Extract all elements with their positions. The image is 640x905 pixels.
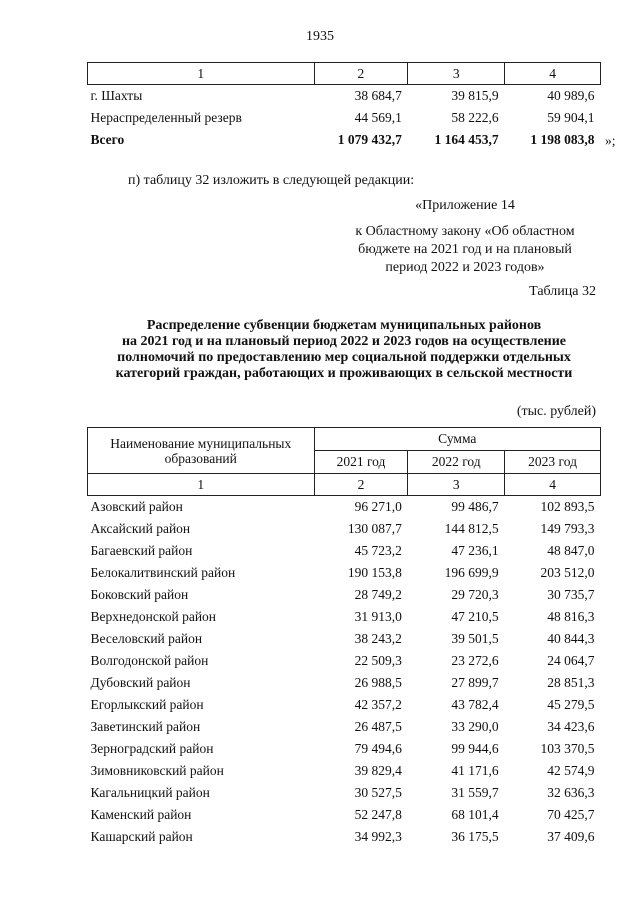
table-row	[88, 540, 601, 562]
value-2023: 28 851,3	[547, 675, 595, 690]
row-name: Боковский район	[90, 587, 189, 602]
total-2023: 1 198 083,8	[530, 132, 595, 147]
value-2023: 40 989,6	[547, 88, 595, 103]
year-2022-header: 2022 год	[408, 451, 505, 474]
total-row	[88, 129, 601, 151]
column-numbers-row	[88, 474, 601, 496]
value-2023: 40 844,3	[547, 631, 595, 646]
table-row	[88, 650, 601, 672]
value-2023: 48 816,3	[547, 609, 595, 624]
table-row	[88, 804, 601, 826]
year-2021-header: 2021 год	[314, 451, 408, 474]
row-name: Волгодонской район	[90, 653, 209, 668]
value-2022: 68 101,4	[451, 807, 499, 822]
table-row	[88, 738, 601, 760]
value-2021: 42 357,2	[354, 697, 402, 712]
value-2022: 39 815,9	[451, 88, 499, 103]
row-name: Веселовский район	[90, 631, 203, 646]
value-2022: 29 720,3	[451, 587, 499, 602]
row-name: Аксайский район	[90, 521, 191, 536]
row-name: Заветинский район	[90, 719, 201, 734]
value-2023: 37 409,6	[547, 829, 595, 844]
row-name: Дубовский район	[90, 675, 191, 690]
value-2022: 196 699,9	[444, 565, 499, 580]
value-2021: 130 087,7	[347, 521, 402, 536]
table-title	[88, 318, 600, 382]
value-2022: 99 944,6	[451, 741, 499, 756]
main-table-body	[88, 496, 601, 849]
table-row	[88, 107, 601, 129]
value-2021: 26 487,5	[354, 719, 402, 734]
value-2022: 33 290,0	[451, 719, 499, 734]
table-row	[88, 694, 601, 716]
sum-header: Сумма	[314, 428, 600, 451]
value-2023: 102 893,5	[540, 499, 595, 514]
row-name: Кашарский район	[90, 829, 193, 844]
value-2022: 39 501,5	[451, 631, 499, 646]
table-row	[88, 826, 601, 848]
header-col-1: 1	[88, 63, 315, 85]
row-name: Белокалитвинский район	[90, 565, 236, 580]
value-2021: 52 247,8	[354, 807, 402, 822]
instruction-text: п) таблицу 32 изложить в следующей редакции:	[128, 173, 415, 188]
value-2021: 28 749,2	[354, 587, 402, 602]
total-2021: 1 079 432,7	[337, 132, 402, 147]
col-number-4: 4	[505, 474, 601, 496]
row-name: Каменский район	[90, 807, 192, 822]
appendix-line-4: период 2022 и 2023 годов»	[385, 260, 545, 275]
value-2021: 45 723,2	[354, 543, 402, 558]
value-2023: 24 064,7	[547, 653, 595, 668]
value-2021: 38 243,2	[354, 631, 402, 646]
table-row	[88, 760, 601, 782]
value-2023: 45 279,5	[547, 697, 595, 712]
row-name: Азовский район	[90, 499, 183, 514]
value-2022: 58 222,6	[451, 110, 499, 125]
value-2022: 41 171,6	[451, 763, 499, 778]
value-2021: 22 509,3	[354, 653, 402, 668]
value-2021: 39 829,4	[354, 763, 402, 778]
row-name: Зимовниковский район	[90, 763, 224, 778]
value-2021: 26 988,5	[354, 675, 402, 690]
row-name: Нераспределенный резерв	[90, 110, 242, 125]
table-row	[88, 85, 601, 108]
value-2022: 23 272,6	[451, 653, 499, 668]
col-number-1: 1	[88, 474, 315, 496]
title-line-4: категорий граждан, работающих и проживающих в сельской местности	[115, 366, 573, 381]
total-2022: 1 164 453,7	[434, 132, 499, 147]
row-name: Багаевский район	[90, 543, 193, 558]
table-row	[88, 562, 601, 584]
value-2023: 149 793,3	[540, 521, 595, 536]
value-2023: 34 423,6	[547, 719, 595, 734]
value-2023: 203 512,0	[540, 565, 595, 580]
appendix-line-1: «Приложение 14	[415, 198, 515, 213]
value-2021: 34 992,3	[354, 829, 402, 844]
row-name: Зерноградский район	[90, 741, 214, 756]
page-number: 1935	[306, 29, 334, 44]
header-col-2: 2	[314, 63, 408, 85]
top-table-header	[88, 63, 601, 85]
value-2021: 79 494,6	[354, 741, 402, 756]
value-2021: 31 913,0	[354, 609, 402, 624]
header-row-1	[88, 428, 601, 451]
title-line-1: Распределение субвенции бюджетам муниципальных районов	[146, 318, 542, 333]
value-2021: 44 569,1	[354, 110, 402, 125]
value-2021: 96 271,0	[354, 499, 402, 514]
table-row	[88, 518, 601, 540]
appendix-line-3: бюджете на 2021 год и на плановый	[358, 242, 572, 257]
value-2023: 59 904,1	[547, 110, 595, 125]
value-2022: 43 782,4	[451, 697, 499, 712]
table-row	[88, 716, 601, 738]
value-2023: 30 735,7	[547, 587, 595, 602]
value-2022: 47 210,5	[451, 609, 499, 624]
value-2022: 99 486,7	[451, 499, 499, 514]
table-row	[88, 496, 601, 519]
col-number-3: 3	[408, 474, 505, 496]
col-name-header: Наименование муниципальных образований	[88, 428, 315, 474]
value-2023: 32 636,3	[547, 785, 595, 800]
row-name: Верхнедонской район	[90, 609, 217, 624]
value-2022: 144 812,5	[444, 521, 499, 536]
value-2021: 38 684,7	[354, 88, 402, 103]
title-line-2: на 2021 год и на плановый период 2022 и 2023 годов на осуществление	[121, 334, 567, 349]
table-label: Таблица 32	[529, 284, 596, 299]
header-col-4: 4	[505, 63, 601, 85]
row-name: Кагальницкий район	[90, 785, 210, 800]
row-name: г. Шахты	[90, 88, 143, 103]
title-line-3: полномочий по предоставлению мер социальной поддержки отдельных	[117, 350, 571, 365]
value-2022: 36 175,5	[451, 829, 499, 844]
table-row	[88, 628, 601, 650]
appendix-reference	[330, 223, 600, 277]
table-row	[88, 606, 601, 628]
header-col-3: 3	[408, 63, 505, 85]
value-2023: 42 574,9	[547, 763, 595, 778]
main-table	[87, 427, 601, 848]
closing-quote: »;	[605, 133, 616, 148]
value-2023: 70 425,7	[547, 807, 595, 822]
year-2023-header: 2023 год	[505, 451, 601, 474]
total-label: Всего	[90, 132, 125, 147]
value-2023: 103 370,5	[540, 741, 595, 756]
table-row	[88, 782, 601, 804]
row-name: Егорлыкский район	[90, 697, 204, 712]
value-2021: 30 527,5	[354, 785, 402, 800]
table-row	[88, 672, 601, 694]
col-number-2: 2	[314, 474, 408, 496]
table-row	[88, 584, 601, 606]
units-label: (тыс. рублей)	[516, 404, 596, 419]
value-2021: 190 153,8	[347, 565, 402, 580]
value-2022: 27 899,7	[451, 675, 499, 690]
value-2022: 47 236,1	[451, 543, 499, 558]
top-table	[87, 62, 601, 151]
appendix-line-2: к Областному закону «Об областном	[355, 224, 575, 239]
value-2023: 48 847,0	[547, 543, 595, 558]
value-2022: 31 559,7	[451, 785, 499, 800]
